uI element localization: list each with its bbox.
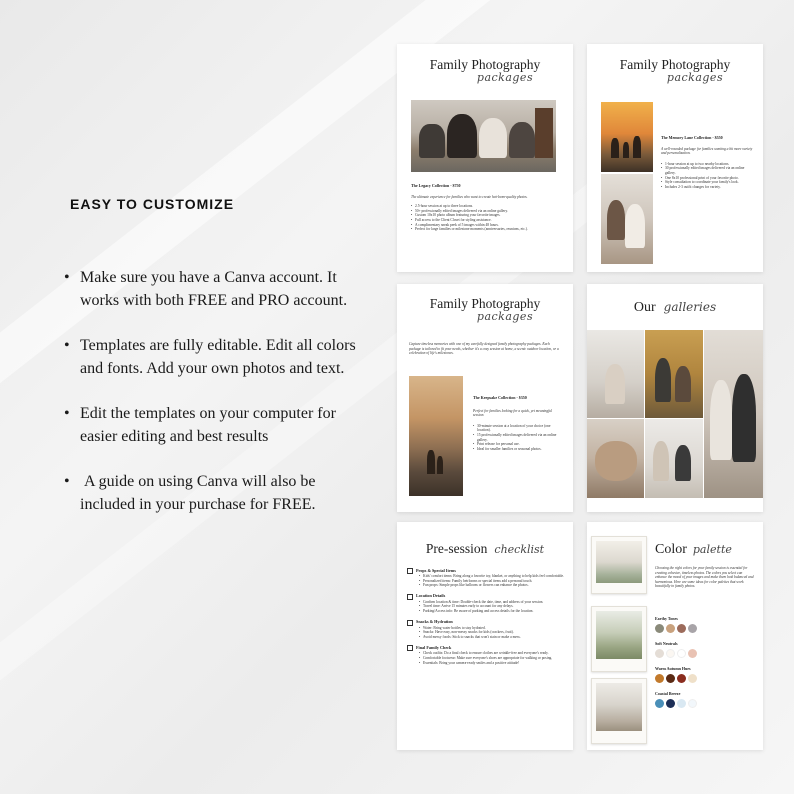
checklist-item: • Fun props: Simple props like balloons or flowers can enhance the photos. [419, 583, 565, 588]
gallery-photo [587, 419, 644, 498]
template-card-checklist[interactable] [397, 522, 573, 750]
card-title: Family Photography [619, 57, 731, 72]
package-item: • Perfect for large families or milestone moments (anniversaries, reunions, etc.). [411, 227, 561, 232]
template-card-keepsake[interactable] [397, 284, 573, 512]
checklist-item: • Comfortable footwear: Make sure everyone's shoes are appropriate for walking or posing. [419, 656, 565, 661]
color-swatch[interactable] [666, 624, 675, 633]
checklist-item: • Personalized items: Family heirlooms or special items add a personal touch. [419, 579, 565, 584]
package-item: • 50+ professionally edited images delivered via an online gallery. [411, 209, 561, 214]
feature-item: • Templates are fully editable. Edit all colors and fonts. Add your own photos and text. [64, 334, 364, 380]
checklist-item: • Avoid messy foods: Stick to snacks that won't stain or make a mess. [419, 635, 565, 640]
checklist-heading [397, 540, 573, 558]
package-item: • 2.5-hour session at up to three locations. [411, 204, 561, 209]
palette-group [655, 616, 755, 633]
color-swatch[interactable] [677, 649, 686, 658]
package-item: • Custom 10x10 photo album featuring your favorite images. [411, 213, 561, 218]
template-card-memory-lane[interactable] [587, 44, 763, 272]
checklist-section-title: Snacks & Hydration [416, 619, 453, 625]
package-item: • 15 professionally edited images delivered via an online gallery. [473, 433, 563, 442]
palette-heading [655, 540, 732, 558]
palette-name: Coastal Breeze [655, 691, 681, 696]
template-card-legacy[interactable] [397, 44, 573, 272]
collection-intro: The ultimate experience for families who want to create heirloom-quality photos. [411, 194, 528, 199]
palette-name: Soft Neutrals [655, 641, 678, 646]
checklist-section-title: Props & Special Items [416, 567, 456, 573]
section-title: EASY TO CUSTOMIZE [70, 196, 235, 212]
checklist-item: • Check outfits: Do a final check to ensure clothes are wrinkle-free and everyone's ready. [419, 651, 565, 656]
card-script-title: checklist [494, 543, 545, 556]
package-item: • 30 professionally edited images delivered via an online gallery. [661, 166, 755, 175]
card-title: Our [633, 300, 656, 315]
polaroid-photo [591, 536, 647, 594]
checkbox[interactable] [407, 568, 413, 574]
package-item: • One 8x10 professional print of your favorite photo. [661, 176, 755, 181]
package-item: • 30-minute session at a location of your choice (one location). [473, 424, 563, 433]
package-item: • Includes 2-3 outfit changes for variety. [661, 185, 755, 190]
card-script-title: packages [666, 71, 724, 84]
checkbox[interactable] [407, 620, 413, 626]
palette-group [655, 691, 755, 708]
checklist-item: • Essentials: Bring your camera-ready smiles and a positive attitude! [419, 661, 565, 666]
card-script-title: palette [692, 543, 732, 556]
palette-name: Earthy Tones [655, 616, 678, 621]
color-swatch[interactable] [666, 699, 675, 708]
checklist-item: • Kids' comfort items: Bring along a favorite toy, blanket, or anything to help kids feel comfortable. [419, 574, 565, 579]
card-title: Color [655, 542, 687, 557]
checklist-section [407, 620, 565, 640]
card-script-title: galleries [663, 300, 717, 314]
checklist-item: • Confirm location & time: Double-check the date, time, and address of your session. [419, 600, 565, 605]
palette-name: Warm Autumn Hues [655, 666, 691, 671]
gallery-photo [587, 330, 644, 418]
checkbox[interactable] [407, 645, 413, 651]
package-item: • Style consultation to coordinate your family's look. [661, 180, 755, 185]
gallery-photo [704, 330, 763, 498]
color-swatch[interactable] [655, 699, 664, 708]
color-swatch[interactable] [677, 699, 686, 708]
collection-title: The Keepsake Collection - $350 [473, 395, 527, 400]
gallery-photo [645, 419, 703, 498]
collection-intro: Perfect for families looking for a quick, yet meaningful session. [473, 408, 552, 418]
checklist-section [407, 645, 565, 665]
color-swatch[interactable] [655, 674, 664, 683]
palette-intro: Choosing the right colors for your family session is essential for creating cohesive, timeless photos. The colors you select can enhance the mood of your images and make them look balanced and harmonious. Here are some ideas for color palettes that work beautifully in family photos. [655, 566, 754, 589]
checklist-item: • Travel time: Arrive 15 minutes early to account for any delays. [419, 604, 565, 609]
color-swatch[interactable] [677, 624, 686, 633]
color-swatch[interactable] [688, 674, 697, 683]
feature-item: • Edit the templates on your computer for easier editing and best results [64, 402, 364, 448]
color-swatch[interactable] [666, 674, 675, 683]
feature-item: • Make sure you have a Canva account. It works with both FREE and PRO account. [64, 266, 364, 312]
checklist-section [407, 568, 565, 588]
package-item: • A complimentary sneak peek of 5 images within 48 hours. [411, 223, 561, 228]
polaroid-photo [591, 606, 647, 672]
color-swatch[interactable] [688, 624, 697, 633]
checklist-item: • Parking/Access info: Be aware of parking and access details for the location. [419, 609, 565, 614]
family-photo [411, 100, 556, 172]
color-swatch[interactable] [688, 649, 697, 658]
card-script-title: packages [476, 71, 534, 84]
palette-group [655, 666, 755, 683]
card-title: Family Photography [429, 296, 541, 311]
feature-item: • A guide on using Canva will also be included in your purchase for FREE. [64, 470, 364, 516]
sunset-family-photo [601, 102, 653, 172]
feature-list [64, 266, 364, 538]
package-item: • Print release for personal use. [473, 442, 563, 447]
collection-title: The Legacy Collection - $750 [411, 183, 461, 188]
package-item: • Full access to the Client Closet for styling assistance. [411, 218, 561, 223]
template-card-color-palette[interactable] [587, 522, 763, 750]
collection-intro: A well-rounded package for families wanting a bit more variety and personalization. [661, 146, 753, 156]
color-swatch[interactable] [666, 649, 675, 658]
package-item: • Ideal for smaller families or seasonal photos. [473, 447, 563, 452]
template-card-galleries[interactable] [587, 284, 763, 512]
checklist-item: • Water: Bring water bottles to stay hydrated. [419, 626, 565, 631]
gallery-heading [587, 298, 763, 316]
palette-group [655, 641, 755, 658]
color-swatch[interactable] [677, 674, 686, 683]
checklist-section-title: Location Details [416, 593, 446, 599]
color-swatch[interactable] [655, 649, 664, 658]
polaroid-photo [591, 678, 647, 744]
checklist-section-title: Final Family Check [416, 645, 452, 651]
beach-family-photo [409, 376, 463, 496]
checklist-item: • Snacks: Have easy, non-messy snacks for kids (crackers, fruit). [419, 630, 565, 635]
card-script-title: packages [476, 310, 534, 323]
page-intro: Capture timeless memories with one of my carefully designed family photography packages. Each package is tailored to fit your needs, whether it's a cozy session at home, a scenic outdoor location, or a celebration of life's milestones. [409, 342, 559, 356]
checklist-section [407, 594, 565, 614]
checkbox[interactable] [407, 594, 413, 600]
collection-title: The Memory Lane Collection - $550 [661, 135, 723, 140]
indoor-family-photo [601, 174, 653, 264]
package-item: • 1-hour session at up to two nearby locations. [661, 162, 755, 167]
card-title: Pre-session [425, 541, 488, 556]
color-swatch[interactable] [688, 699, 697, 708]
gallery-photo [645, 330, 703, 418]
card-title: Family Photography [429, 57, 541, 72]
color-swatch[interactable] [655, 624, 664, 633]
